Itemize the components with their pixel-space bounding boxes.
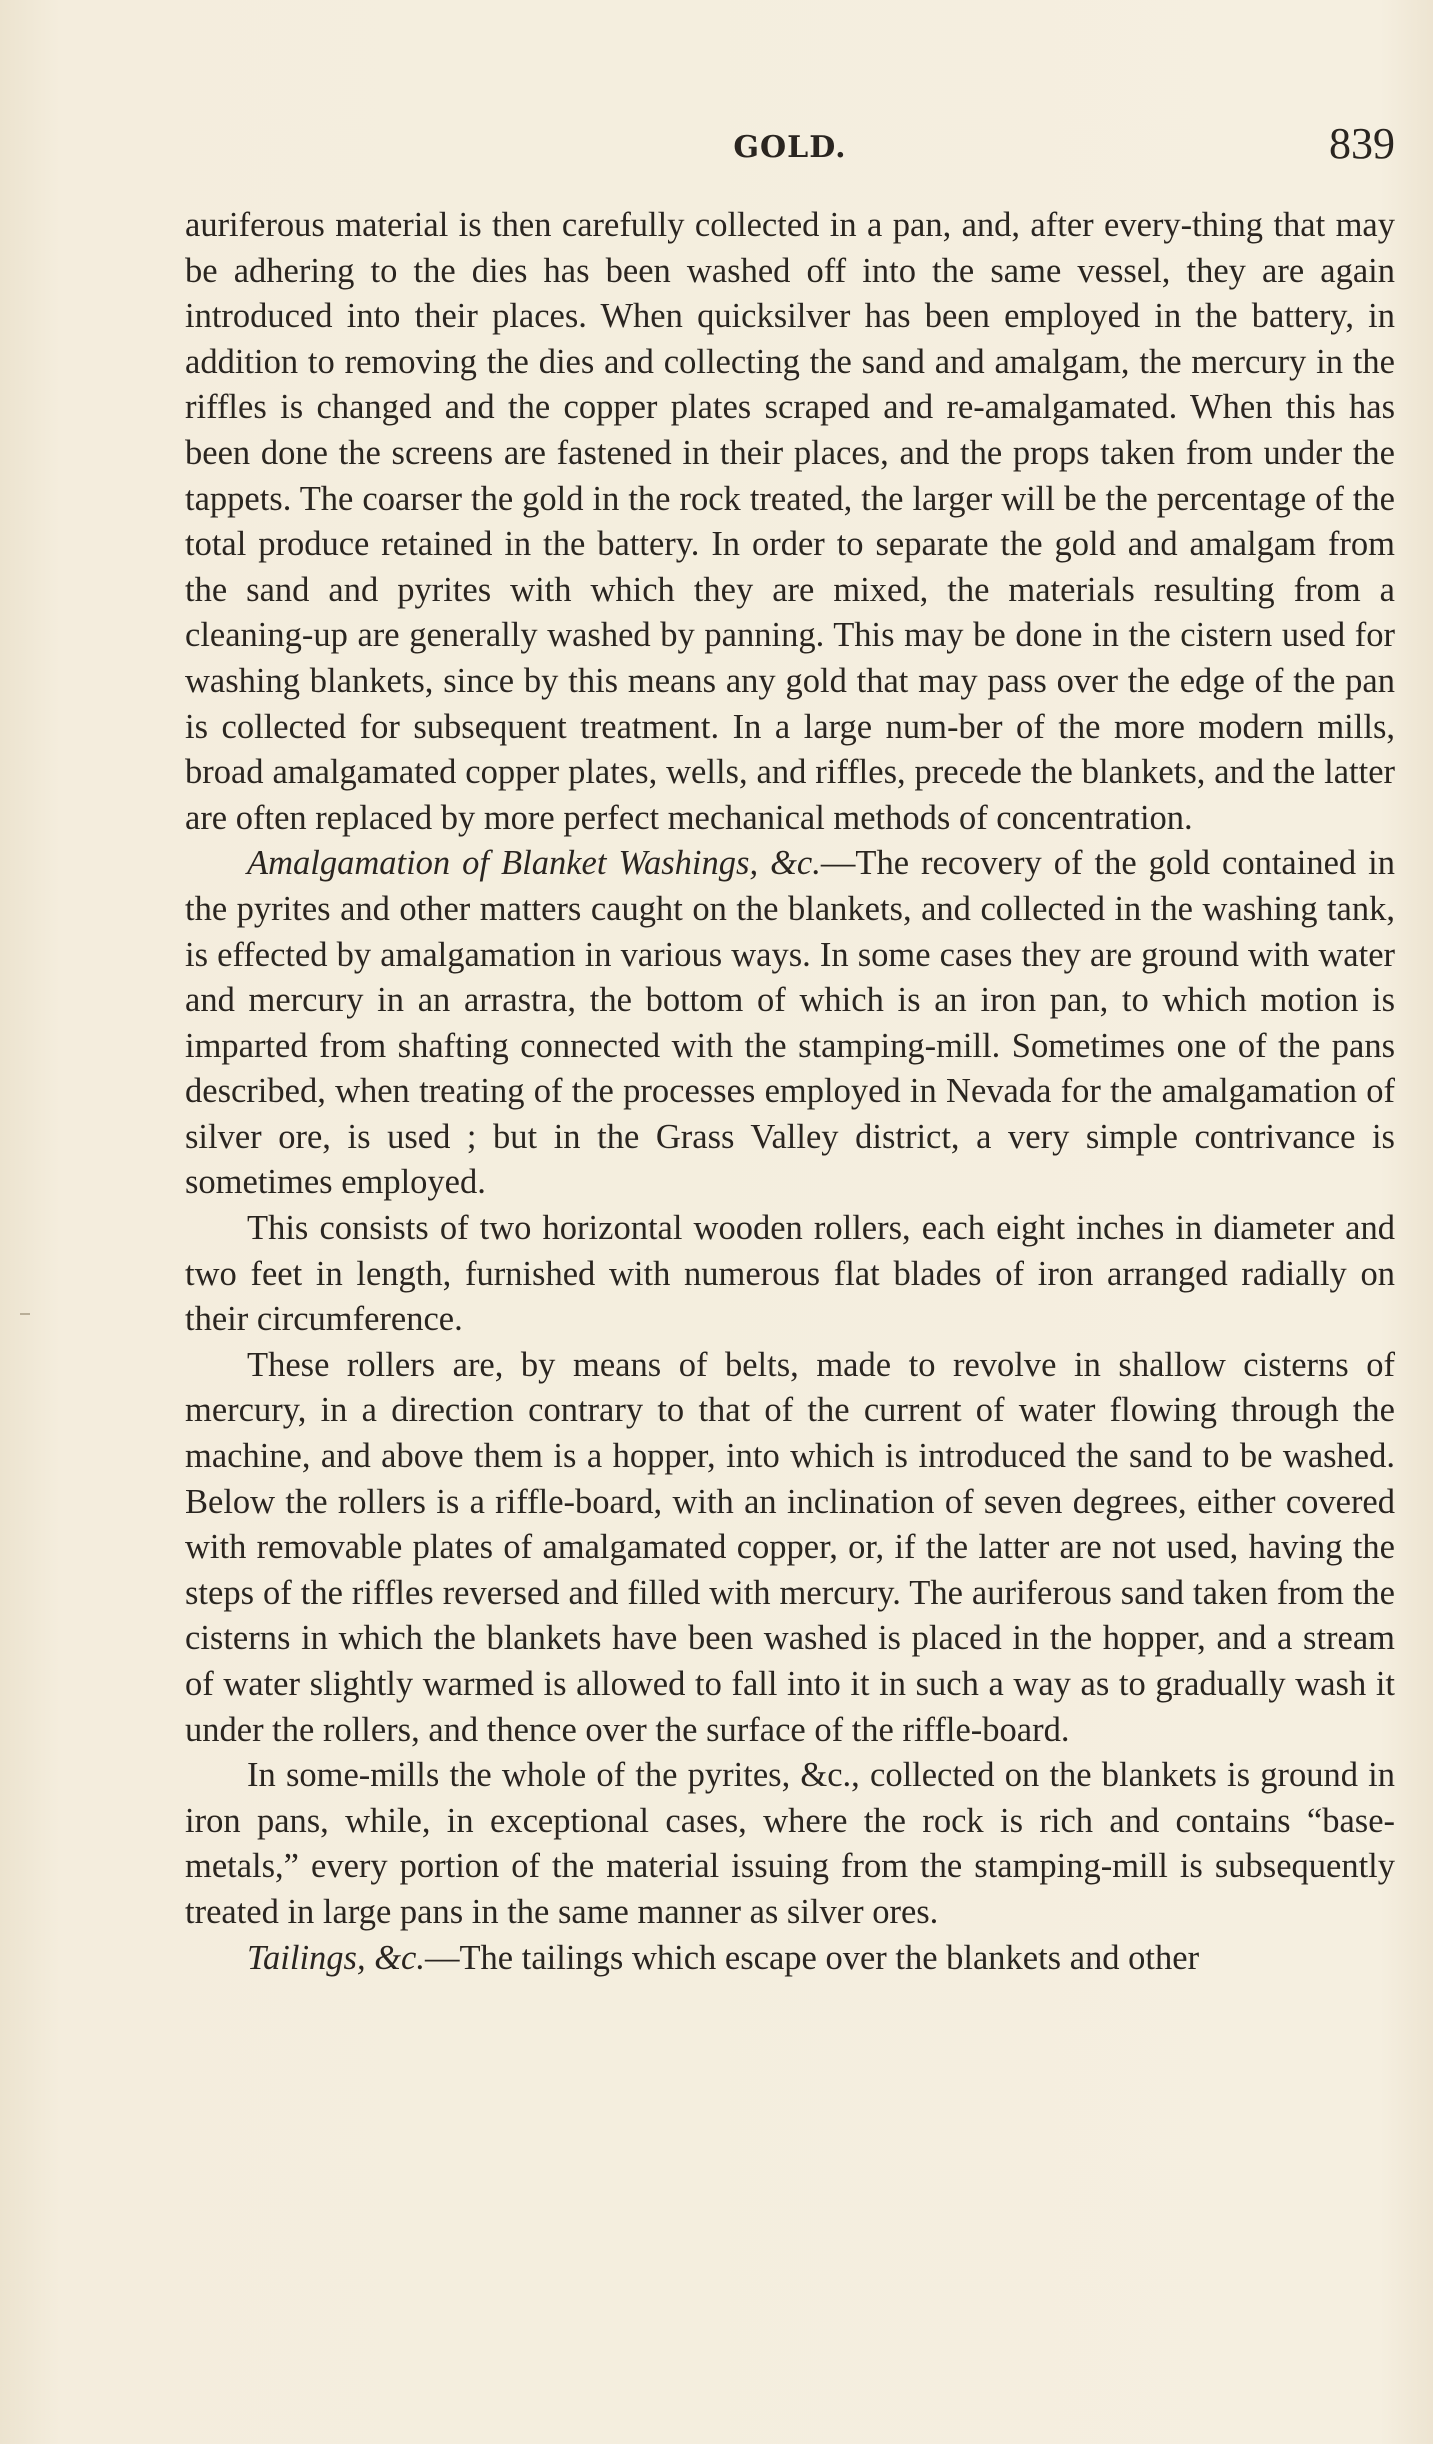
paragraph xyxy=(185,841,1395,1206)
body-text xyxy=(185,203,1395,1981)
paragraph-text: This consists of two horizontal wooden rollers, each eight inches in diameter and two feet in length, furnished with numerous flat blades of iron arranged radially on their circumference. xyxy=(185,1209,1395,1339)
paragraph-text: auriferous material is then carefully collected in a pan, and, after every-thing that may be adhering to the dies has been washed off into the same vessel, they are again introduced into their places. When quicksilver has been employed in the battery, in addition to removing the dies and collecting the sand and amalgam, the mercury in the riffles is changed and the copper plates scraped and re-amalgamated. When this has been done the screens are fastened in their places, and the props taken from under the tappets. The coarser the gold in the rock treated, the larger will be the percentage of the total produce retained in the battery. In order to separate the gold and amalgam from the sand and pyrites with which they are mixed, the materials resulting from a cleaning-up are generally washed by panning. This may be done in the cistern used for washing blankets, since by this means any gold that may pass over the edge of the pan is collected for subsequent treatment. In a large num-ber of the more modern mills, broad amalgamated copper plates, wells, and riffles, precede the blankets, and the latter are often replaced by more perfect mechanical methods of concentration. xyxy=(185,206,1395,837)
paragraph xyxy=(185,1206,1395,1343)
paragraph xyxy=(185,1343,1395,1753)
page-header xyxy=(185,118,1395,178)
section-heading: Tailings, &c. xyxy=(247,1938,425,1977)
paragraph xyxy=(185,203,1395,841)
paragraph-text: —The tailings which escape over the blankets and other xyxy=(424,1938,1200,1977)
paragraph-text: In some-mills the whole of the pyrites, &c., collected on the blankets is ground in iron pans, while, in exceptional cases, where the rock is rich and contains “base-metals,” every portion of the material issuing from the stamping-mill is subsequently treated in large pans in the same manner as silver ores. xyxy=(185,1756,1395,1931)
margin-mark xyxy=(20,1313,30,1315)
section-heading: Amalgamation of Blanket Washings, &c. xyxy=(247,844,821,883)
paragraph-text: —The recovery of the gold contained in the pyrites and other matters caught on the blankets, and collected in the washing tank, is effected by amalgamation in various ways. In some cases they are ground with water and mercury in an arrastra, the bottom of which is an iron pan, to which motion is imparted from shafting connected with the stamping-mill. Sometimes one of the pans described, when treating of the processes employed in Nevada for the amalgamation of silver ore, is used ; but in the Grass Valley district, a very simple contrivance is sometimes employed. xyxy=(185,844,1395,1202)
paragraph xyxy=(185,1753,1395,1935)
page-number: 839 xyxy=(1329,119,1395,168)
paragraph xyxy=(185,1936,1395,1982)
paragraph-text: These rollers are, by means of belts, made to revolve in shallow cisterns of mercury, in a direction contrary to that of the current of water flowing through the machine, and above them is a hopper, into which is introduced the sand to be washed. Below the rollers is a riffle-board, with an inclination of seven degrees, either covered with removable plates of amalgamated copper, or, if the latter are not used, having the steps of the riffles reversed and filled with mercury. The auriferous sand taken from the cisterns in which the blankets have been washed is placed in the hopper, and a stream of water slightly warmed is allowed to fall into it in such a way as to gradually wash it under the rollers, and thence over the surface of the riffle-board. xyxy=(185,1345,1395,1749)
running-head: GOLD. xyxy=(733,130,847,165)
